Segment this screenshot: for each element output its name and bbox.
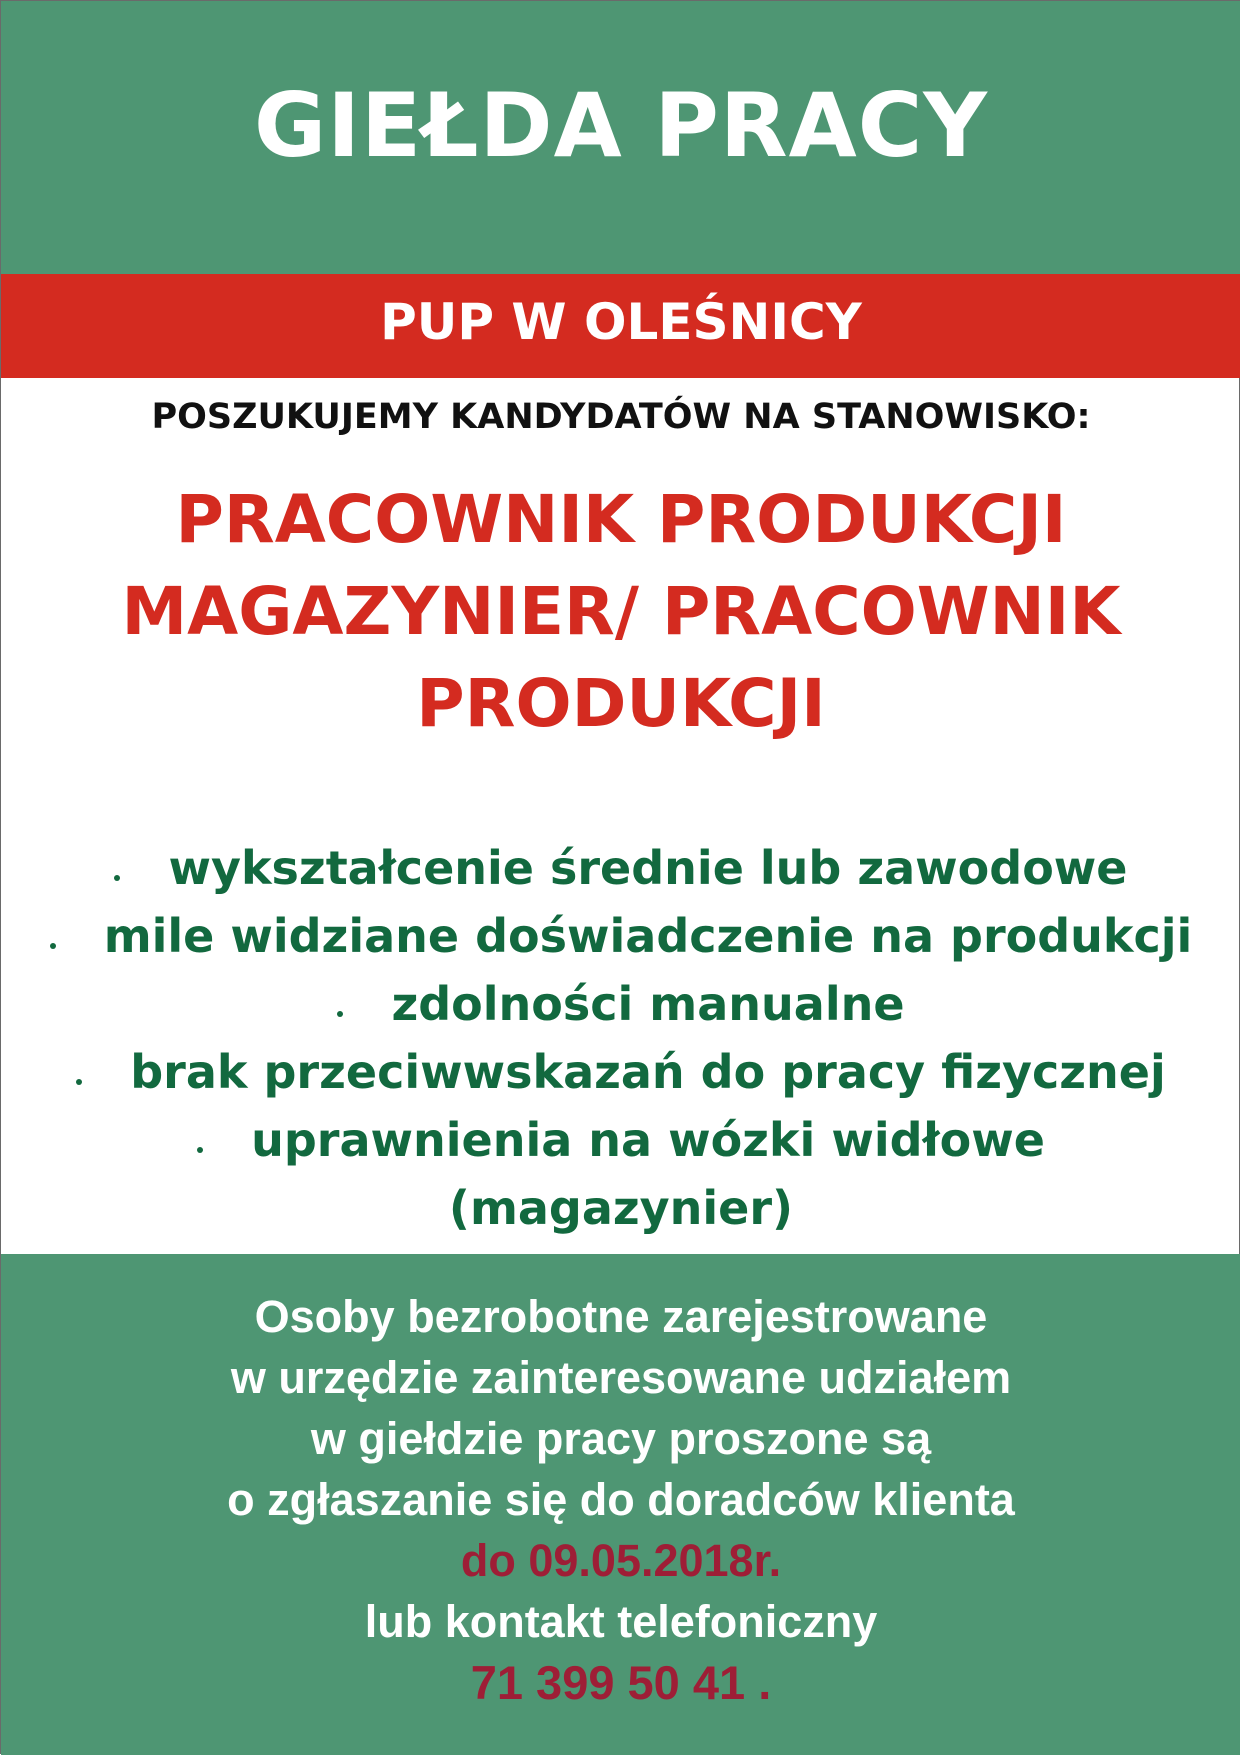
requirement-item — [1, 970, 1240, 1038]
poster-title: GIEŁDA PRACY — [253, 74, 989, 177]
info-line: o zgłaszanie się do doradców klienta — [227, 1474, 1015, 1525]
info-line: Osoby bezrobotne zarejestrowane — [254, 1291, 988, 1342]
lead-text: POSZUKUJEMY KANDYDATÓW NA STANOWISKO: — [151, 397, 1091, 437]
info-line: lub kontakt telefoniczny — [364, 1596, 878, 1647]
position-line: PRODUKCJI — [416, 665, 826, 742]
positions-list — [1, 474, 1240, 750]
requirement-text: brak przeciwwskazań do pracy fizycznej — [130, 1045, 1166, 1099]
requirement-text: mile widziane doświadczenie na produkcji — [103, 909, 1193, 963]
requirement-text: wykształcenie średnie lub zawodowe — [168, 841, 1128, 895]
requirement-item — [1, 902, 1240, 970]
bullet-icon — [337, 1011, 343, 1017]
info-line: w giełdzie pracy proszone są — [310, 1413, 932, 1464]
bullet-icon — [76, 1079, 82, 1085]
position-line: MAGAZYNIER/ PRACOWNIK — [121, 573, 1121, 650]
bullet-icon — [114, 875, 120, 881]
info-line: w urzędzie zainteresowane udziałem — [230, 1352, 1012, 1403]
deadline-line — [1, 1530, 1240, 1591]
requirement-item — [1, 1106, 1240, 1242]
requirement-item — [1, 1038, 1240, 1106]
info-text-block — [1, 1286, 1240, 1713]
position-line: PRACOWNIK PRODUKCJI — [175, 481, 1067, 558]
requirement-text: uprawnienia na wózki widłowe — [251, 1113, 1045, 1167]
poster-subtitle: PUP W OLEŚNICY — [380, 293, 862, 351]
deadline-prefix: do — [460, 1535, 529, 1586]
phone-number: 71 399 50 41 . — [470, 1656, 772, 1709]
deadline-date: 09.05.2018r. — [528, 1535, 782, 1586]
requirement-item — [1, 834, 1240, 902]
bullet-icon — [197, 1147, 203, 1153]
requirement-continuation: (magazynier) — [448, 1181, 794, 1235]
requirement-text: zdolności manualne — [391, 977, 905, 1031]
requirements-list — [1, 834, 1240, 1242]
bullet-icon — [50, 943, 56, 949]
